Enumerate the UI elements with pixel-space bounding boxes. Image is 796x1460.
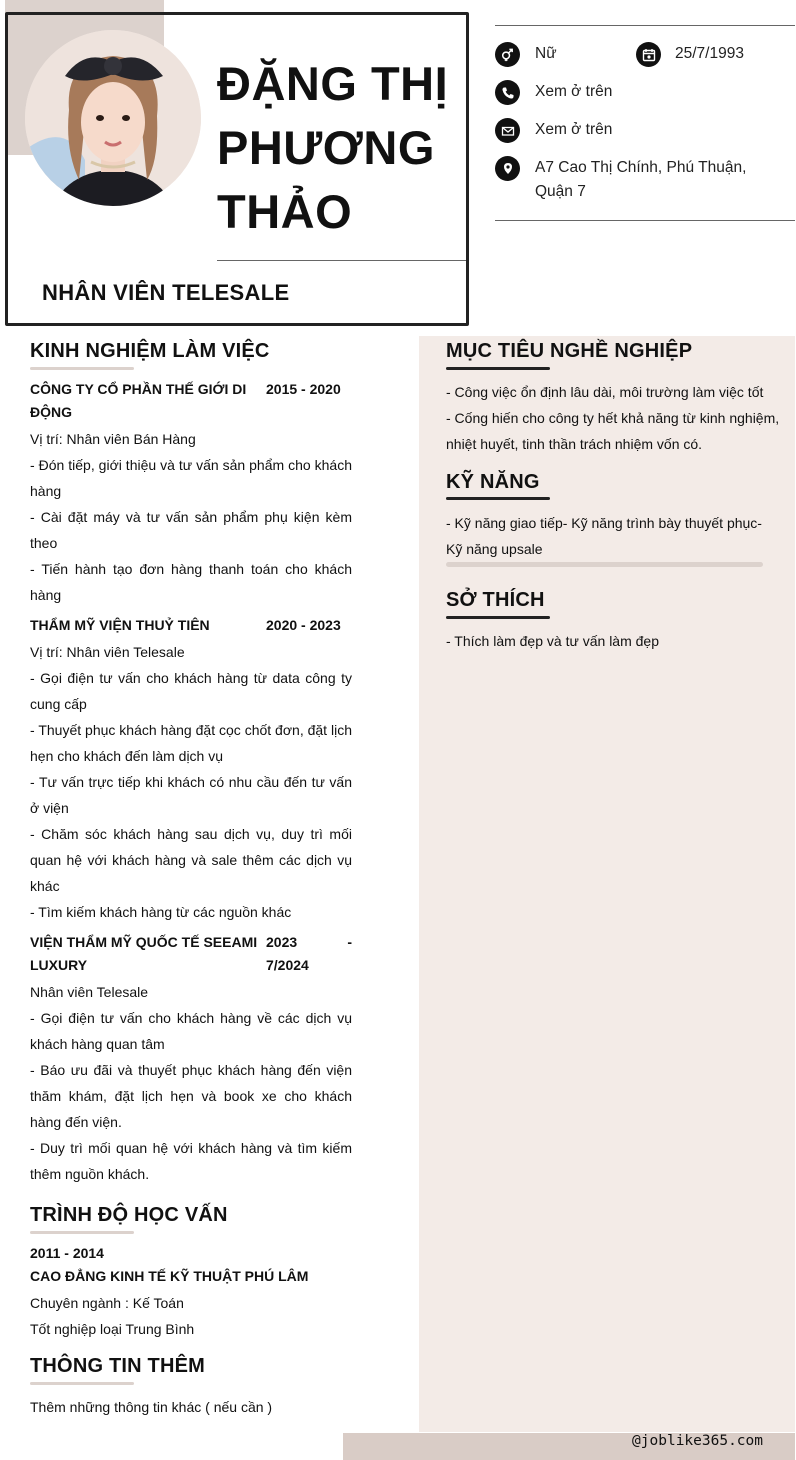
job-year-separator: - bbox=[347, 934, 352, 950]
hobbies-underline bbox=[446, 616, 550, 619]
job-company: VIỆN THẨM MỸ QUỐC TẾ SEEAMI LUXURY bbox=[30, 934, 258, 973]
job-line: - Duy trì mối quan hệ với khách hàng và tìm kiếm thêm nguồn khách. bbox=[30, 1140, 352, 1182]
experience-list bbox=[30, 378, 352, 1193]
education-years: 2011 - 2014 bbox=[30, 1245, 104, 1261]
job-line: - Báo ưu đãi và thuyết phục khách hàng đến viện thăm khám, đặt lịch hẹn và book xe cho khách hàng đến viện. bbox=[30, 1062, 352, 1130]
job-year-end: 7/2024 bbox=[266, 957, 309, 973]
objective-underline bbox=[446, 367, 550, 370]
education-grade: Tốt nghiệp loại Trung Bình bbox=[30, 1321, 195, 1337]
job-line: - Thuyết phục khách hàng đặt cọc chốt đơn, đặt lịch hẹn cho khách đến làm dịch vụ bbox=[30, 722, 352, 764]
job-entry bbox=[30, 931, 352, 1187]
name-divider bbox=[217, 260, 466, 261]
calendar-icon bbox=[636, 42, 661, 67]
watermark: @joblike365.com bbox=[632, 1433, 763, 1449]
education-block bbox=[30, 1242, 352, 1342]
job-company: THẨM MỸ VIỆN THUỶ TIÊN bbox=[30, 617, 210, 633]
job-line: - Đón tiếp, giới thiệu và tư vấn sản phẩm cho khách hàng bbox=[30, 457, 352, 499]
hobbies-text: - Thích làm đẹp và tư vấn làm đẹp bbox=[446, 633, 659, 649]
right-column-panel bbox=[419, 336, 795, 1432]
job-line: Vị trí: Nhân viên Bán Hàng bbox=[30, 431, 196, 447]
contact-top-divider bbox=[495, 25, 795, 26]
job-line: - Cài đặt máy và tư vấn sản phẩm phụ kiện kèm theo bbox=[30, 509, 352, 551]
skills-text: - Kỹ năng giao tiếp- Kỹ năng trình bày thuyết phục- Kỹ năng upsale bbox=[446, 515, 762, 557]
hobbies-heading: SỞ THÍCH bbox=[446, 589, 545, 611]
objective-line: - Cống hiến cho công ty hết khả năng từ kinh nghiệm, nhiệt huyết, tinh thần trách nhiệm vốn có. bbox=[446, 410, 780, 452]
objective-line: - Công việc ổn định lâu dài, môi trường làm việc tốt bbox=[446, 384, 764, 400]
education-school: CAO ĐẲNG KINH TẾ KỸ THUẬT PHÚ LÂM bbox=[30, 1268, 309, 1284]
skills-underline bbox=[446, 497, 550, 500]
job-line: Nhân viên Telesale bbox=[30, 984, 149, 1000]
job-line: Vị trí: Nhân viên Telesale bbox=[30, 644, 185, 660]
birthday-value: 25/7/1993 bbox=[675, 45, 744, 62]
more-info-heading: THÔNG TIN THÊM bbox=[30, 1355, 206, 1377]
education-heading: TRÌNH ĐỘ HỌC VẤN bbox=[30, 1204, 228, 1226]
job-years: 2015 - 2020 bbox=[266, 381, 341, 397]
experience-underline bbox=[30, 367, 134, 370]
more-info-underline bbox=[30, 1382, 134, 1385]
gender-value: Nữ bbox=[535, 45, 557, 62]
job-line: - Chăm sóc khách hàng sau dịch vụ, duy trì mối quan hệ với khách hàng và sale thêm các dịch vụ khác bbox=[30, 826, 352, 894]
job-line: - Tiến hành tạo đơn hàng thanh toán cho khách hàng bbox=[30, 561, 352, 603]
more-info-text: Thêm những thông tin khác ( nếu cần ) bbox=[30, 1399, 273, 1415]
phone-value: Xem ở trên bbox=[535, 83, 613, 100]
job-company: CÔNG TY CỔ PHẦN THẾ GIỚI DI ĐỘNG bbox=[30, 381, 247, 420]
job-year-start: 2023 bbox=[266, 934, 298, 950]
objective-heading: MỤC TIÊU NGHỀ NGHIỆP bbox=[446, 340, 693, 362]
job-line: - Gọi điện tư vấn cho khách hàng về các dịch vụ khách hàng quan tâm bbox=[30, 1010, 352, 1052]
email-value: Xem ở trên bbox=[535, 121, 613, 138]
skills-heading: KỸ NĂNG bbox=[446, 471, 540, 493]
job-line: - Gọi điện tư vấn cho khách hàng từ data công ty cung cấp bbox=[30, 670, 352, 712]
education-major: Chuyên ngành : Kế Toán bbox=[30, 1295, 184, 1311]
education-underline bbox=[30, 1231, 134, 1234]
contact-bottom-divider bbox=[495, 220, 795, 221]
email-icon bbox=[495, 118, 520, 143]
address-value: A7 Cao Thị Chính, Phú Thuận, Quận 7 bbox=[535, 159, 747, 200]
avatar bbox=[25, 30, 201, 206]
location-icon bbox=[495, 156, 520, 181]
phone-icon bbox=[495, 80, 520, 105]
candidate-name: ĐẶNG THỊ PHƯƠNG THẢO bbox=[217, 57, 449, 238]
objective-block bbox=[446, 379, 780, 457]
job-line: - Tư vấn trực tiếp khi khách có nhu cầu đến tư vấn ở viện bbox=[30, 774, 352, 816]
profile-photo bbox=[25, 30, 201, 206]
gender-icon bbox=[495, 42, 520, 67]
experience-heading: KINH NGHIỆM LÀM VIỆC bbox=[30, 340, 270, 362]
job-line: - Tìm kiếm khách hàng từ các nguồn khác bbox=[30, 904, 292, 920]
job-years: 2020 - 2023 bbox=[266, 617, 341, 633]
job-entry bbox=[30, 614, 352, 925]
job-entry bbox=[30, 378, 352, 608]
skill-level-bar bbox=[446, 562, 763, 567]
job-title: NHÂN VIÊN TELESALE bbox=[42, 280, 290, 305]
